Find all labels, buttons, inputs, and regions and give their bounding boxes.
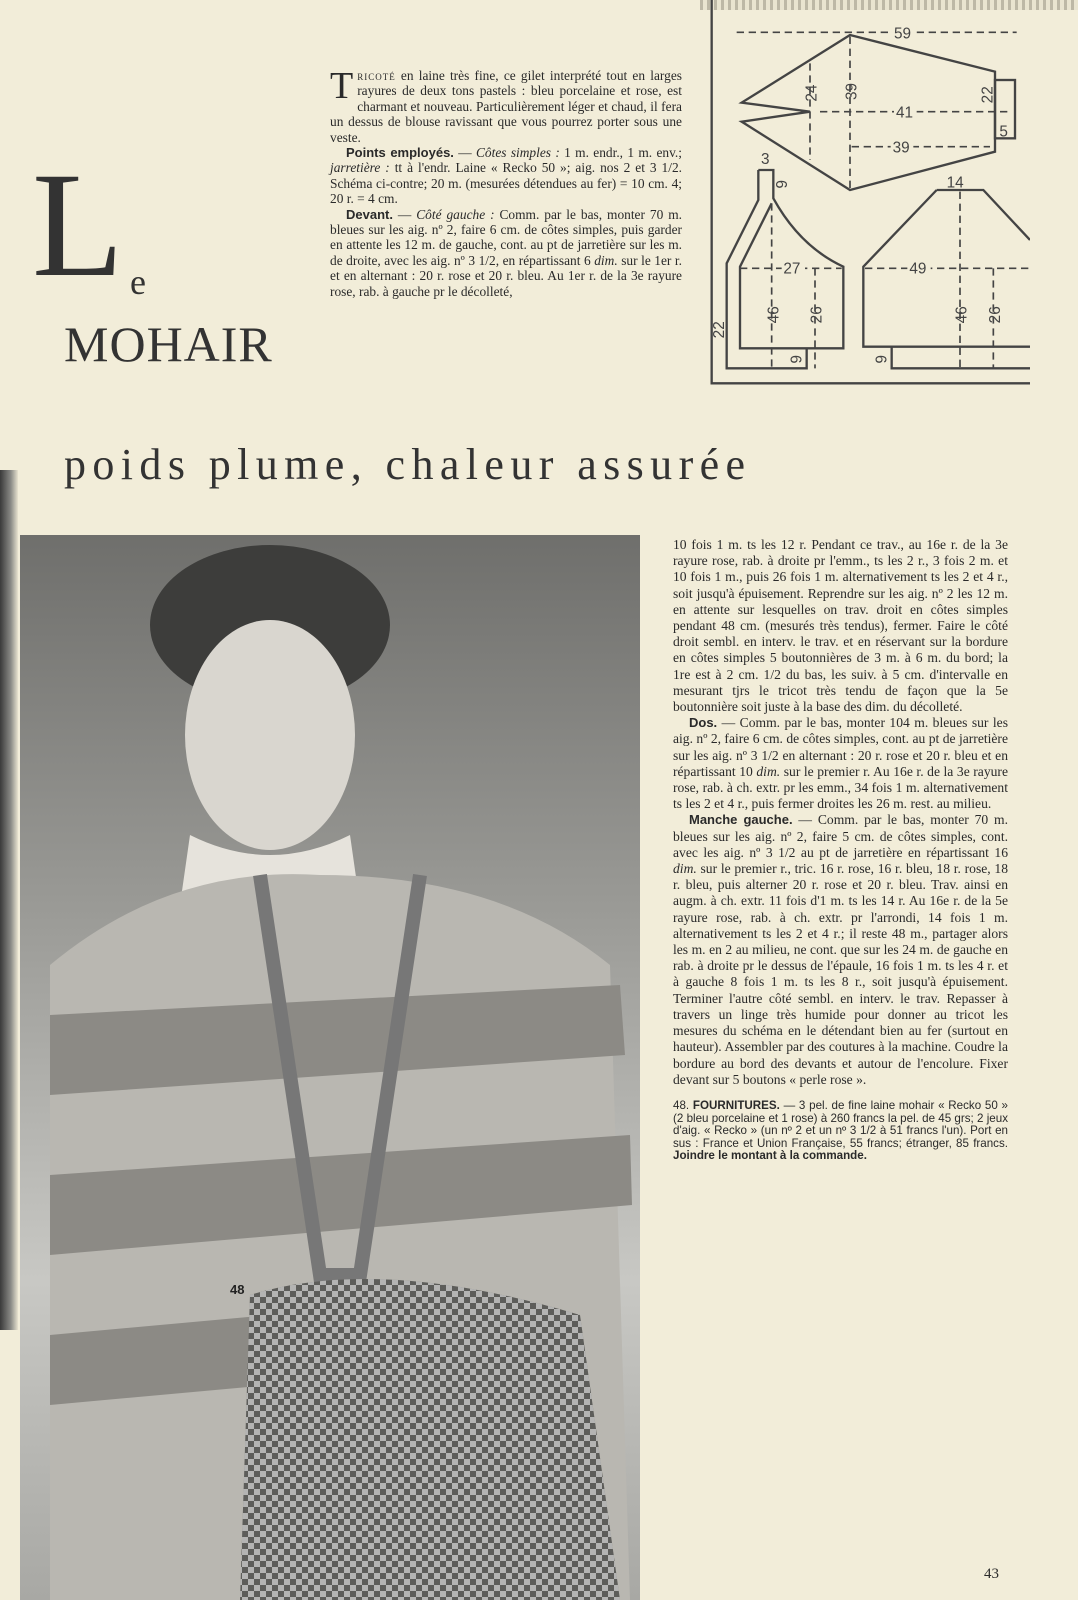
model-photo [20,535,640,1600]
page-subtitle: poids plume, chaleur assurée [64,440,752,489]
section-heading: Points employés. [346,145,454,161]
dim-label: 39 [843,82,861,100]
photo-number: 48 [230,1282,245,1297]
dim-label: 14 [946,174,964,192]
section-heading: Devant. [346,206,393,222]
dim-label: 39 [892,139,910,157]
dim-label: 26 [808,306,826,324]
supplies-heading: FOURNITURES. [692,1098,780,1112]
dim-label: 6 [871,355,889,364]
right-column-wrapper [673,537,1008,1163]
pattern-diagram [690,0,1030,410]
dim-label: 41 [896,104,914,122]
section-heading: Dos. [689,715,718,731]
adjacent-page-edge [0,470,18,1330]
dim-label: 46 [765,306,783,324]
page-number: 43 [984,1566,999,1582]
supplies-note: 48. FOURNITURES. — 3 pel. de fine laine mohair « Recko 50 » (2 bleu porcelaine et 1 rose) à 260 francs la pel. de 45 grs; 2 jeux d'aig. « Recko » (un nº 2 et un nº 3 1/2 à 51 francs l'un). Port en sus : France et Union Française, 55 francs; étranger, 85 francs. Joindre le montant à la commande. [673,1098,1008,1163]
dim-label: 22 [711,321,728,339]
dim-label: 22 [979,86,997,104]
dim-label: 6 [772,180,789,189]
title-initial: L [32,142,124,308]
dim-label: 46 [953,306,971,324]
title-initial-rest: e [130,262,146,302]
page-title: MOHAIR [64,316,273,372]
dim-label: 26 [987,306,1004,324]
dim-label: 3 [761,151,770,168]
back-outline [863,190,1030,368]
dim-label: 5 [999,123,1008,141]
model-illustration [20,535,640,1600]
dim-label: 6 [786,355,804,364]
dim-label: 49 [909,260,927,278]
dim-label: 24 [803,84,821,102]
instructions-column: 10 fois 1 m. ts les 12 r. Pendant ce trav., au 16e r. de la 3e rayure rose, rab. à droite pr l'emm., ts les 2 r., 3 fois 2 m. et 10 fois 1 m., puis 26 fois 1 m. alternativement ts les 2 et 4 r., soit jusqu'à épuisement. Reprendre sur les aig. nº 2 les 12 m. en attente sur lesquelles on trav. droit en côtes simples pendant 48 cm. (mesurés très tendus), fermer. Faire le côté droit sembl. en interv. le trav. et en réservant sur la bordure en côtes simples 5 boutonnières de 3 m. à 6 m. du bord; la 1re est à 2 cm. 1/2 du bas, les suiv. à 5 cm. d'intervalle en mesurant tjrs le tricot très tendu de façon que la 5e boutonnière soit juste à la base des dim. du décolleté. Dos. — Comm. par le bas, monter 104 m. bleues sur les aig. nº 2, faire 6 cm. de côtes simples, cont. au pt de jarretière sur les aig. nº 3 1/2 en alternant : 20 r. rose et 20 r. bleu et en répartissant 10 dim. sur le premier r. Au 16e r. de la 3e rayure rose, rab. à ch. extr. pr les emm., 34 fois 1 m. alternativement ts les 2 et 4 r., puis fermer droites les 26 m. rest. au milieu. Manche gauche. — Comm. par le bas, monter 70 m. bleues sur les aig. nº 2, faire 5 cm. de côtes simples, cont. avec les aig. nº 3 1/2 au pt de jarretière en répartissant 16 dim. sur le premier r., tric. 16 r. rose, 16 r. bleu, 18 r. rose, 18 r. bleu, puis alterner 20 r. rose et 20 r. bleu. Trav. ainsi en augm. à ch. extr. 11 fois d'1 m. ts les 14 r. Au 16e r. de la 5e rayure rose, rab. à ch. extr. pr l'arrondi, 14 fois 1 m. alternativement ts les 2 et 4 r.; il reste 48 m., partager alors les m. en 2 au milieu, ne cont. que sur les 24 m. de gauche en rab. à droite pr le dessus de l'épaule, 16 fois 1 m. ts les 4 r. et à gauche 8 fois 1 m. ts les 8 r., soit jusqu'à épuisement. Terminer l'autre côté sembl. en interv. le trav. Repasser à travers un linge très humide pour donner au tricot les mesures du schéma en le détendant bien au fer (surtout en hauteur). Assembler par des coutures à la machine. Coudre la bordure au bord des devants et autour de l'encolure. Fixer devant sur 5 boutons « perle rose ». [673,537,1008,1087]
drop-cap: T [330,65,354,107]
intro-text: Tricoté en laine très fine, ce gilet interprété tout en larges rayures de deux tons pastels : bleu porcelaine et rose, est charmant et nouveau. Particulièrement léger et chaud, il fera un dessus de blouse ravissant que vous pourrez porter sous une veste. Points employés. — Côtes simples : 1 m. endr., 1 m. env.; jarretière : tt à l'endr. Laine « Recko 50 »; aig. nos 2 et 3 1/2. Schéma ci-contre; 20 m. (mesurées détendues au fer) = 10 cm. 4; 20 r. = 4 cm. Devant. — Côté gauche : Comm. par le bas, monter 70 m. bleues sur les aig. nº 2, faire 6 cm. de côtes simples, puis garder en attente les 12 m. de gauche, cont. au pt de jarretière sur les m. de droite, avec les aig. nº 3 1/2, en répartissant 6 dim. sur le 1er r. et en alternant : 20 r. rose et 20 r. bleu. Au 1er r. de la 3e rayure rose, rab. à gauche pr le décolleté, [330,65,683,299]
section-heading: Manche gauche. [689,812,793,828]
dim-label: 59 [894,25,912,43]
dim-label: 27 [783,260,801,278]
